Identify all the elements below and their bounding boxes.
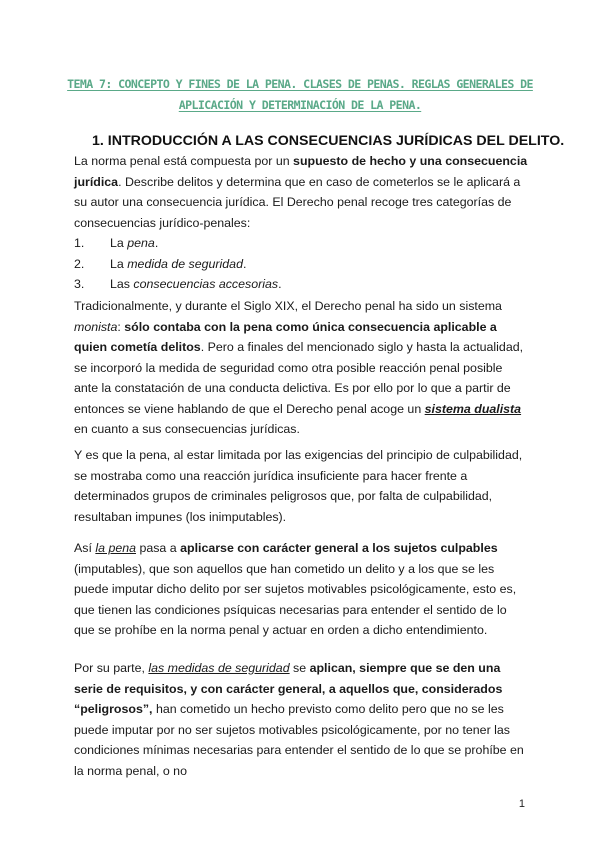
list-item-punct: . xyxy=(242,256,247,271)
list-number: 1. xyxy=(74,236,85,250)
p4-bold: aplicarse con carácter general a los sujetos culpables xyxy=(180,541,498,555)
p5-text-e: han cometido un hecho previsto como delito pero que no se les puede imputar por no ser sujetos motivables psicológicamente, por no tener las condiciones mínimas necesarias para entender el sentido de lo que se prohíbe en la norma penal, o no xyxy=(74,702,524,778)
paragraph-monist-dualist xyxy=(74,296,529,440)
p4-text-a: Así xyxy=(74,541,96,555)
paragraph-culpability xyxy=(74,445,529,527)
list-item-text: Las xyxy=(110,277,134,291)
p2-text-e: . Pero a finales del mencionado siglo y hasta la actualidad, se incorporó la medida de seguridad como otra posible reacción penal posible ante la constatación de una conducta delictiva. Es por ello por lo que a partir de entonces se viene hablando de que el Derecho penal acoge un xyxy=(74,340,524,416)
p2-text-c: : xyxy=(117,319,125,334)
list-item-emphasis: consecuencias accesorias xyxy=(133,277,279,291)
list-item-punct: . xyxy=(154,236,159,250)
list-item-emphasis: pena xyxy=(127,236,155,250)
list-item-text: La xyxy=(110,256,128,271)
p5-text-a: Por su parte, xyxy=(74,661,149,675)
p1-text-a: La norma penal está compuesta por un xyxy=(74,154,294,168)
chapter-title-line-2: APLICACIÓN Y DETERMINACIÓN DE LA PENA. xyxy=(178,98,422,112)
p4-text-e: (imputables), que son aquellos que han cometido un delito y a los que se les puede imputar dicho delito por ser sujetos motivables psicológicamente, esto es, que tienen las condiciones psíquicas necesarias para entender el sentido de lo que se prohíbe en la norma penal y actuar en orden a dicho entendimiento. xyxy=(74,561,517,637)
p2-text-g: en cuanto a sus consecuencias jurídicas. xyxy=(74,422,300,436)
list-item-emphasis: medida de seguridad xyxy=(127,256,243,271)
list-item xyxy=(74,274,529,295)
list-item xyxy=(74,233,529,254)
consequences-list xyxy=(74,233,529,295)
chapter-title xyxy=(60,74,540,116)
list-item-text: La xyxy=(110,236,128,250)
p5-medidas-seguridad: las medidas de seguridad xyxy=(148,661,290,675)
p4-text-c: pasa a xyxy=(136,541,181,555)
p5-bold: aplican, siempre que se den una serie de requisitos, y con carácter general, a aquellos que, considerados “peligrosos”, xyxy=(74,661,503,716)
paragraph-medidas xyxy=(74,658,529,781)
list-number: 3. xyxy=(74,277,85,291)
page-number: 1 xyxy=(518,798,525,810)
list-item-punct: . xyxy=(278,277,282,291)
list-item xyxy=(74,254,529,275)
p2-sistema-dualista: sistema dualista xyxy=(424,401,522,416)
p2-text-a: Tradicionalmente, y durante el Siglo XIX, el Derecho penal ha sido un sistema xyxy=(74,299,502,313)
p2-monista: monista xyxy=(74,319,118,334)
chapter-title-line-1: TEMA 7: CONCEPTO Y FINES DE LA PENA. CLASES DE PENAS. REGLAS GENERALES DE xyxy=(67,77,533,91)
list-number: 2. xyxy=(74,256,85,271)
paragraph-pena xyxy=(74,538,529,641)
p3-text: Y es que la pena, al estar limitada por las exigencias del principio de culpabilidad, se mostraba como una reacción jurídica insuficiente para hacer frente a determinados grupos de criminales peligrosos que, por falta de culpabilidad, resultaban impunes (los inimputables). xyxy=(74,448,523,524)
paragraph-intro xyxy=(74,151,529,295)
p5-text-c: se xyxy=(289,661,310,675)
p4-la-pena: la pena xyxy=(95,541,137,555)
section-heading: 1. INTRODUCCIÓN A LAS CONSECUENCIAS JURÍDICAS DEL DELITO. xyxy=(92,133,565,149)
p2-bold: sólo contaba con la pena como única consecuencia aplicable a quien cometía delitos xyxy=(74,319,497,354)
p1-text-c: . Describe delitos y determina que en caso de cometerlos se le aplicará a su autor una consecuencia jurídica. El Derecho penal recoge tres categorías de consecuencias jurídico-penales: xyxy=(74,174,521,230)
p1-bold: supuesto de hecho y una consecuencia jurídica xyxy=(74,154,528,189)
